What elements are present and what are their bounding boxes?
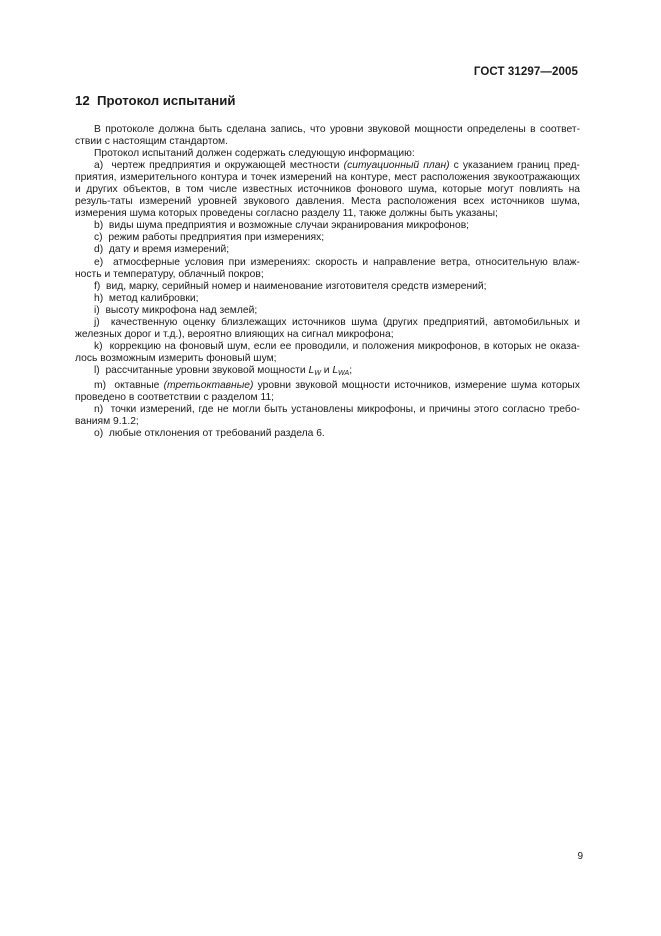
list-item: d) дату и время измерений; xyxy=(94,244,230,256)
list-item: h) метод калибровки; xyxy=(94,292,199,304)
symbol-lw: $L_W$ xyxy=(308,364,321,377)
page-number: 9 xyxy=(577,851,583,862)
list-item: e) атмосферные условия при измерениях: скорость и направление ветра, относительную влаж-ность и температуру, облачный покров; xyxy=(75,256,580,280)
section-number: 12 xyxy=(75,93,90,108)
paragraph: В протоколе должна быть сделана запись, что уровни звуковой мощности определены в соответ-ствии с настоящим стандартом. xyxy=(75,124,580,148)
list-item: m) октавные (третьоктавные) уровни звуковой мощности источников, измерение шума которых проведено в соответствии с разделом 11; xyxy=(75,379,580,404)
list-item: l) рассчитанные уровни звуковой мощности $L_W$ и $L_{WA}$; xyxy=(94,364,353,377)
list-item: j) качественную оценку близлежащих источников шума (других предприятий, автомобильных и железных дорог и т.д.), вероятно влияющих на сигнал микрофона; xyxy=(75,316,580,340)
list-item: n) точки измерений, где не могли быть установлены микрофоны, и причины этого согласно требо-ваниям 9.1.2; xyxy=(75,404,580,428)
section-title: Протокол испытаний xyxy=(97,93,236,108)
list-item: i) высоту микрофона над землей; xyxy=(94,304,258,316)
list-item: а) чертеж предприятия и окружающей местности (ситуационный план) с указанием границ пред-приятия, измерительного контура и точек измерений на контуре, мест расположения звукоотражающих и других объектов, в том числе известных источников фонового шума, которые могут повлиять на резуль-таты измерений уровней звукового давления. Места расположения всех источников шума, измерения шума которых проведены согласно разделу 11, также должны быть указаны; xyxy=(75,160,580,220)
symbol-lwa: $L_{WA}$ xyxy=(332,364,350,377)
list-item: f) вид, марку, серийный номер и наименование изготовителя средств измерений; xyxy=(94,280,487,292)
section-body xyxy=(75,124,580,440)
paragraph: Протокол испытаний должен содержать следующую информацию: xyxy=(94,148,415,160)
list-item: k) коррекцию на фоновый шум, если ее проводили, и положения микрофонов, в которых не оказа-лось возможным измерить фоновый шум; xyxy=(75,340,580,364)
list-item: о) любые отклонения от требований раздела 6. xyxy=(94,428,325,440)
standard-code: ГОСТ 31297—2005 xyxy=(473,66,578,78)
section-heading xyxy=(75,93,235,108)
list-item: c) режим работы предприятия при измерениях; xyxy=(94,232,325,244)
list-item: b) виды шума предприятия и возможные случаи экранирования микрофонов; xyxy=(94,220,470,232)
